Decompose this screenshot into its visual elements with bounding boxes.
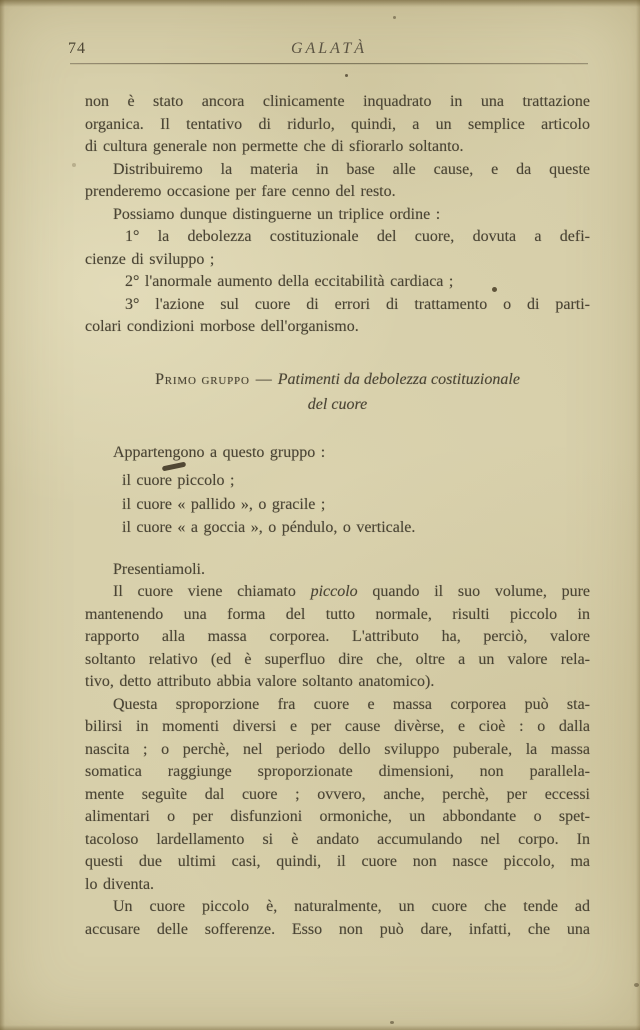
heart-types-list <box>85 469 590 540</box>
list-item: il cuore « pallido », o gracile ; <box>122 495 326 513</box>
text-line: alimentari o per disfunzioni ormoniche, un abbondante o spet- <box>85 808 590 825</box>
scan-edge-bottom <box>0 1025 640 1030</box>
section-heading-line: del cuore <box>307 395 368 413</box>
italic-term: piccolo <box>310 583 358 600</box>
text-line: mente seguìte dal cuore ; ovvero, anche, perchè, per eccessi <box>85 785 590 803</box>
header-rule <box>70 63 588 64</box>
text-block <box>85 91 590 941</box>
text-line: Distribuiremo la materia in base alle cause, e da queste <box>113 160 590 178</box>
text-line: Possiamo dunque distinguerne un triplice ordine : <box>113 205 441 223</box>
list-item <box>85 294 590 339</box>
text-segment: quando il suo volume, pure <box>357 583 591 600</box>
text-line: 2° l'anormale aumento della eccitabilità cardiaca ; <box>125 273 454 290</box>
text-line: prenderemo occasione per fare cenno del resto. <box>85 183 396 200</box>
group-label: Primo gruppo <box>155 370 250 388</box>
ink-speck <box>345 74 348 77</box>
ink-speck <box>72 163 76 167</box>
scan-edge-left <box>0 0 5 1030</box>
paragraph-continuation <box>85 91 590 159</box>
page-header <box>68 40 590 60</box>
text-line: Appartengono a questo gruppo : <box>113 443 326 461</box>
text-line: colari condizioni morbose dell'organismo. <box>85 318 359 335</box>
scan-edge-top <box>0 0 640 7</box>
text-line: questi due ultimi casi, quindi, il cuore non nasce piccolo, ma <box>85 853 590 870</box>
text-line: di cultura generale non permette che di sfiorarlo soltanto. <box>85 138 464 155</box>
text-segment: Il cuore viene chiamato <box>113 583 311 600</box>
list-item <box>85 226 590 271</box>
running-title: GALATÀ <box>290 40 368 57</box>
text-line: Questa sproporzione fra cuore e massa corporea può sta- <box>113 695 590 713</box>
text-line: 3° l'azione sul cuore di errori di trattamento o di parti- <box>125 295 590 313</box>
ink-speck <box>390 1021 394 1024</box>
text-line <box>85 581 590 604</box>
text-line: cienze di sviluppo ; <box>85 250 215 268</box>
list-item: il cuore piccolo ; <box>122 472 235 489</box>
ordered-list <box>85 226 590 339</box>
ink-speck <box>634 983 639 987</box>
section-heading <box>85 367 590 417</box>
text-line: soltanto relativo (ed è superfluo dire che, oltre a un valore rela- <box>85 650 590 668</box>
paragraph-small-heart <box>85 581 590 694</box>
paragraph-disproportion <box>85 694 590 897</box>
text-line: accusare delle sofferenze. Esso non può dare, infatti, che una <box>85 920 590 938</box>
paragraph-tendency <box>85 896 590 941</box>
heading-dash: — <box>255 370 272 388</box>
list-item: il cuore « a goccia », o péndulo, o verticale. <box>122 519 416 536</box>
text-line: somatica raggiunge sproporzionate dimensioni, non parallela- <box>85 763 590 780</box>
text-line: tacoloso lardellamento si è andato accumulando nel corpo. In <box>85 830 590 848</box>
paragraph-present <box>85 559 590 582</box>
text-line: tivo, detto attributo abbia valore soltanto anatomico). <box>85 673 435 690</box>
section-heading-line <box>85 367 590 392</box>
page-number: 74 <box>68 40 86 57</box>
text-line: 1° la debolezza costituzionale del cuore, dovuta a defi- <box>125 228 590 245</box>
text-line: mantenendo una forma del tutto normale, risulti piccolo in <box>85 605 590 623</box>
ink-speck <box>393 16 396 19</box>
scan-edge-right <box>636 0 640 1030</box>
text-line: nascita ; o perchè, nel periodo dello sviluppo puberale, la massa <box>85 740 590 758</box>
text-line: rapporto alla massa corporea. L'attributo ha, perciò, valore <box>85 628 590 645</box>
text-line: bilirsi in momenti diversi e per cause divèrse, e cioè : o dalla <box>85 718 590 735</box>
paragraph-distribution <box>85 159 590 204</box>
text-line: Un cuore piccolo è, naturalmente, un cuore che tende ad <box>113 898 590 915</box>
heading-title: Patimenti da debolezza costituzionale <box>277 370 520 388</box>
list-item <box>85 271 590 294</box>
text-line: lo diventa. <box>85 875 155 893</box>
paragraph-group-intro <box>85 442 590 465</box>
text-line: Presentiamoli. <box>113 560 205 578</box>
text-line: organica. Il tentativo di ridurlo, quindi, a un semplice articolo <box>85 115 590 133</box>
paragraph-triple-order <box>85 204 590 227</box>
text-line: non è stato ancora clinicamente inquadrato in una trattazione <box>85 93 590 110</box>
